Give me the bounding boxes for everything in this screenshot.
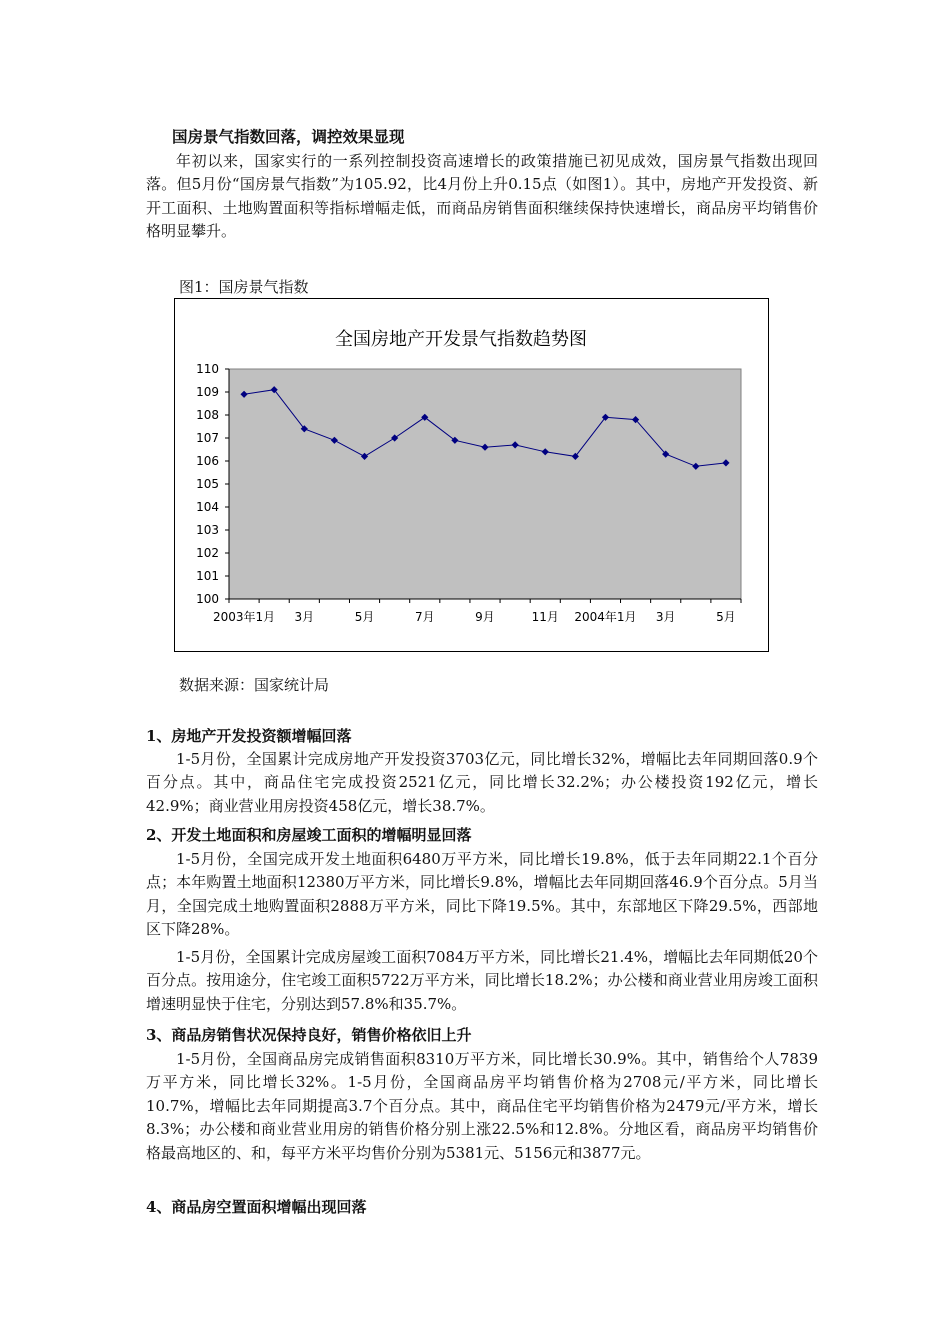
x-tick-label: 5月 [354, 610, 375, 624]
x-tick-label: 9月 [475, 610, 495, 624]
x-tick-label: 5月 [716, 610, 736, 624]
x-tick-label: 3月 [655, 610, 676, 624]
y-tick-label: 110 [196, 362, 219, 376]
x-tick-label: 3月 [294, 610, 315, 624]
y-axis [196, 362, 229, 606]
y-tick-label: 105 [196, 477, 219, 491]
x-tick-label: 11月 [531, 610, 559, 624]
x-axis [213, 599, 741, 624]
heading-3: 3、商品房销售状况保持良好，销售价格依旧上升 [146, 1026, 472, 1044]
heading-4: 4、商品房空置面积增幅出现回落 [146, 1198, 367, 1216]
y-tick-label: 102 [196, 546, 219, 560]
x-tick-label: 2003年1月 [212, 610, 276, 624]
y-tick-label: 106 [196, 454, 219, 468]
paragraph-2-1: 1-5月份，全国完成开发土地面积6480万平方米，同比增长19.8%，低于去年同期22.1个百分点；本年购置土地面积12380万平方米，同比增长9.8%，增幅比去年同期回落46.9个百分点。5月当月，全国完成土地购置面积2888万平方米，同比下降19.5%。其中，东部地区下降29.5%，西部地区下降28%。 [146, 850, 818, 939]
intro-paragraph: 年初以来，国家实行的一系列控制投资高速增长的政策措施已初见成效，国房景气指数出现回落。但5月份“国房景气指数”为105.92，比4月份上升0.15点（如图1）。其中，房地产开发投资、新开工面积、土地购置面积等指标增幅走低，而商品房销售面积继续保持快速增长，商品房平均销售价格明显攀升。 [146, 152, 818, 241]
paragraph-2-2: 1-5月份，全国累计完成房屋竣工面积7084万平方米，同比增长21.4%，增幅比去年同期低20个百分点。按用途分，住宅竣工面积5722万平方米，同比增长18.2%；办公楼和商业营业用房竣工面积增速明显快于住宅，分别达到57.8%和35.7%。 [146, 948, 818, 1013]
chart-title: 全国房地产开发景气指数趋势图 [335, 329, 587, 350]
y-tick-label: 100 [196, 592, 219, 606]
heading-1: 1、房地产开发投资额增幅回落 [146, 727, 352, 745]
trend-chart [175, 299, 768, 651]
x-tick-label: 7月 [414, 610, 435, 624]
y-tick-label: 107 [196, 431, 219, 445]
y-tick-label: 104 [196, 500, 219, 514]
heading-2: 2、开发土地面积和房屋竣工面积的增幅明显回落 [146, 826, 472, 844]
x-tick-label: 2004年1月 [574, 610, 637, 624]
paragraph-3-1: 1-5月份，全国商品房完成销售面积8310万平方米，同比增长30.9%。其中，销售给个人7839万平方米，同比增长32%。1-5月份，全国商品房平均销售价格为2708元/平方米，同比增长10.7%，增幅比去年同期提高3.7个百分点。其中，商品住宅平均销售价格为2479元/平方米，增长8.3%；办公楼和商业营业用房的销售价格分别上涨22.5%和12.8%。分地区看，商品房平均销售价格最高地区的、和，每平方米平均售价分别为5381元、5156元和3877元。 [146, 1050, 818, 1162]
y-tick-label: 109 [196, 385, 219, 399]
section-title: 国房景气指数回落，调控效果显现 [172, 127, 405, 146]
data-source: 数据来源：国家统计局 [179, 676, 330, 694]
y-tick-label: 103 [196, 523, 219, 537]
chart-container [174, 298, 769, 652]
figure-caption: 图1：国房景气指数 [179, 278, 309, 296]
y-tick-label: 108 [196, 408, 219, 422]
plot-area [229, 369, 741, 599]
paragraph-1-1: 1-5月份，全国累计完成房地产开发投资3703亿元，同比增长32%，增幅比去年同期回落0.9个百分点。其中，商品住宅完成投资2521亿元，同比增长32.2%；办公楼投资192亿元，增长42.9%；商业营业用房投资458亿元，增长38.7%。 [146, 750, 818, 815]
y-tick-label: 101 [196, 569, 219, 583]
